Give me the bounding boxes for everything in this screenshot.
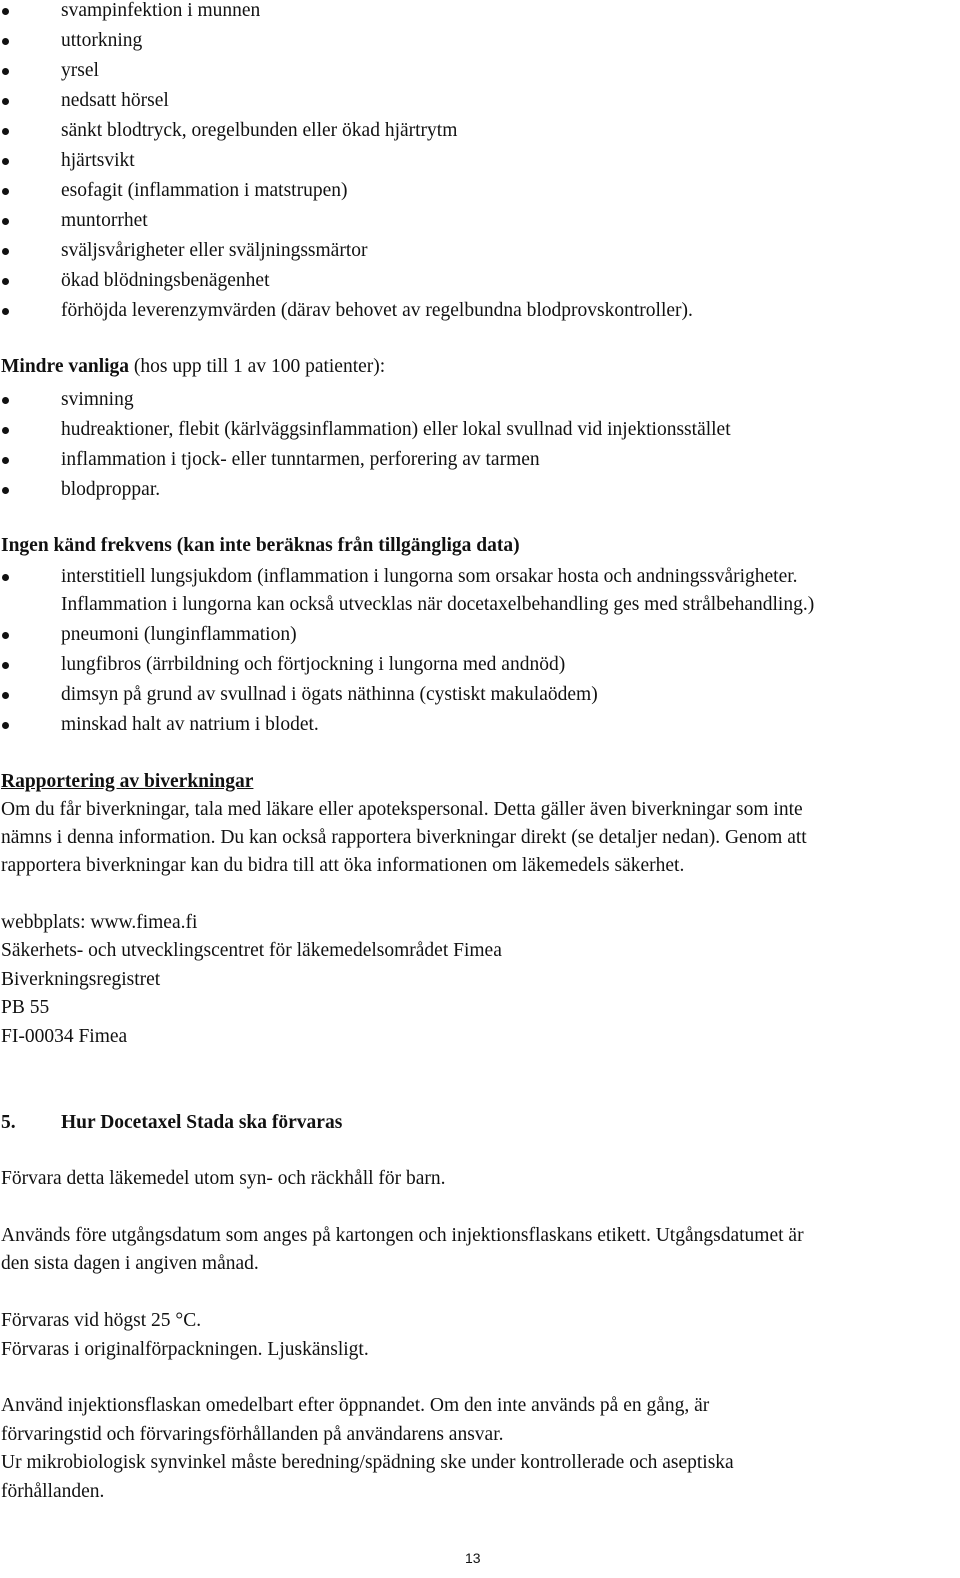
storage-paragraph-line: Förvaras i originalförpackningen. Ljuskänsligt. <box>1 1339 369 1360</box>
storage-paragraph-line: Förvaras vid högst 25 °C. <box>1 1310 202 1331</box>
uncommon-list <box>0 385 960 505</box>
bullet-icon <box>2 248 9 255</box>
list-item: pneumoni (lunginflammation) <box>0 620 960 650</box>
bullet-icon <box>2 427 9 434</box>
list-item: blodproppar. <box>0 475 960 505</box>
list-item: ökad blödningsbenägenhet <box>0 266 960 296</box>
page-number: 13 <box>465 1550 481 1566</box>
storage-paragraph-line: förvaringstid och förvaringsförhållanden på användarens ansvar. <box>1 1424 504 1445</box>
address-line: Biverkningsregistret <box>1 969 161 990</box>
list-item: sänkt blodtryck, oregelbunden eller ökad hjärtrytm <box>0 116 960 146</box>
list-item: interstitiell lungsjukdom (inflammation i lungorna som orsakar hosta och andningssvårigheter. <box>0 562 960 592</box>
list-item-continuation: Inflammation i lungorna kan också utvecklas när docetaxelbehandling ges med strålbehandling.) <box>61 594 815 615</box>
address-line: Säkerhets- och utvecklingscentret för läkemedelsområdet Fimea <box>1 940 502 961</box>
reporting-paragraph-line: nämns i denna information. Du kan också rapportera biverkningar direkt (se detaljer nedan). Genom att <box>1 827 807 848</box>
storage-paragraph: Förvara detta läkemedel utom syn- och räckhåll för barn. <box>1 1168 446 1189</box>
list-item: uttorkning <box>0 26 960 56</box>
address-line: webbplats: www.fimea.fi <box>1 912 198 933</box>
bullet-icon <box>2 128 9 135</box>
bullet-icon <box>2 308 9 315</box>
bullet-icon <box>2 692 9 699</box>
list-item: nedsatt hörsel <box>0 86 960 116</box>
bullet-icon <box>2 218 9 225</box>
storage-paragraph-line: förhållanden. <box>1 1481 105 1502</box>
side-effects-list-top <box>0 0 960 326</box>
list-item: muntorrhet <box>0 206 960 236</box>
list-item: hjärtsvikt <box>0 146 960 176</box>
list-item: sväljsvårigheter eller sväljningssmärtor <box>0 236 960 266</box>
bullet-icon <box>2 662 9 669</box>
reporting-paragraph-line: rapportera biverkningar kan du bidra till att öka informationen om läkemedels säkerhet. <box>1 855 685 876</box>
bullet-icon <box>2 188 9 195</box>
bullet-icon <box>2 457 9 464</box>
bullet-icon <box>2 632 9 639</box>
bullet-icon <box>2 574 9 581</box>
bullet-icon <box>2 722 9 729</box>
bullet-icon <box>2 98 9 105</box>
storage-paragraph-line: den sista dagen i angiven månad. <box>1 1253 259 1274</box>
section-5-title: Hur Docetaxel Stada ska förvaras <box>61 1112 343 1133</box>
storage-paragraph-line: Ur mikrobiologisk synvinkel måste beredning/spädning ske under kontrollerade och aseptiska <box>1 1452 734 1473</box>
list-item: svimning <box>0 385 960 415</box>
bullet-icon <box>2 487 9 494</box>
bullet-icon <box>2 68 9 75</box>
list-item: dimsyn på grund av svullnad i ögats näthinna (cystiskt makulaödem) <box>0 680 960 710</box>
storage-paragraph-line: Används före utgångsdatum som anges på kartongen och injektionsflaskans etikett. Utgångsdatumet är <box>1 1225 804 1246</box>
reporting-heading: Rapportering av biverkningar <box>1 771 254 792</box>
unknown-frequency-list <box>0 562 960 735</box>
storage-paragraph-line: Använd injektionsflaskan omedelbart efter öppnandet. Om den inte används på en gång, är <box>1 1395 710 1416</box>
list-item: minskad halt av natrium i blodet. <box>0 710 960 740</box>
bullet-icon <box>2 38 9 45</box>
list-item: hudreaktioner, flebit (kärlväggsinflammation) eller lokal svullnad vid injektionsstället <box>0 415 960 445</box>
list-item: förhöjda leverenzymvärden (därav behovet av regelbundna blodprovskontroller). <box>0 296 960 326</box>
address-line: PB 55 <box>1 997 50 1018</box>
address-line: FI-00034 Fimea <box>1 1026 128 1047</box>
bullet-icon <box>2 8 9 15</box>
list-item: esofagit (inflammation i matstrupen) <box>0 176 960 206</box>
list-item: yrsel <box>0 56 960 86</box>
list-item: inflammation i tjock- eller tunntarmen, perforering av tarmen <box>0 445 960 475</box>
section-5-number: 5. <box>1 1112 16 1133</box>
list-item: lungfibros (ärrbildning och förtjockning i lungorna med andnöd) <box>0 650 960 680</box>
bullet-icon <box>2 278 9 285</box>
unknown-frequency-heading: Ingen känd frekvens (kan inte beräknas från tillgängliga data) <box>1 535 520 556</box>
bullet-icon <box>2 158 9 165</box>
reporting-paragraph-line: Om du får biverkningar, tala med läkare eller apotekspersonal. Detta gäller även biverkningar som inte <box>1 799 803 820</box>
bullet-icon <box>2 397 9 404</box>
list-item: svampinfektion i munnen <box>0 0 960 26</box>
uncommon-heading: Mindre vanliga (hos upp till 1 av 100 patienter): <box>1 356 386 377</box>
